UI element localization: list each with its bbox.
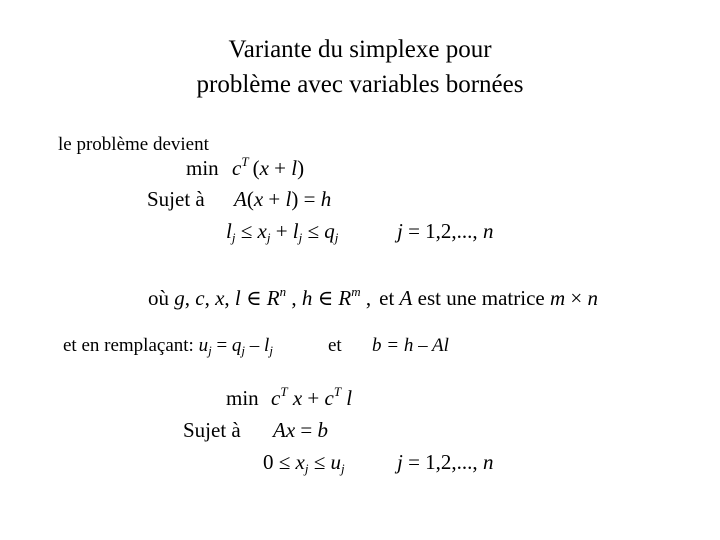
substitution-prefix: et en remplaçant: — [63, 335, 194, 356]
problem2-bound-constraint: $0 \le x_j \le u_j$ — [263, 450, 345, 476]
problem1-equality-constraint: A(x + l) = h — [234, 187, 332, 211]
substitution-line: et en remplaçant: $u_j = q_j - l_j$ — [63, 335, 273, 358]
problem2-min-label: min — [226, 386, 259, 410]
problem2-subject-label: Sujet à — [183, 418, 241, 442]
where-clause: où g, c, x, l ∈ $R^n$ , h ∈ $R^m$ , et A est une matrice m × n — [148, 284, 598, 310]
problem1-objective: $c^T$ (x + l) — [232, 154, 305, 180]
substitution-connector: et — [328, 335, 342, 356]
problem2-equality-constraint: Ax = b — [273, 418, 328, 442]
substitution-b-definition: b = h – Al — [372, 335, 449, 356]
problem1-index-range: j = 1,2,..., n — [397, 219, 494, 243]
problem2-objective: $c^T$ $x + c^T$ l — [271, 384, 353, 410]
page-title-line-1: Variante du simplexe pour — [228, 36, 492, 63]
problem2-index-range: j = 1,2,..., n — [397, 450, 494, 474]
page-title-line-2: problème avec variables bornées — [196, 71, 524, 98]
problem1-bound-constraint: $l_j \le x_j + l_j \le q_j$ — [226, 219, 339, 245]
problem1-min-label: min — [186, 156, 219, 180]
intro-text: le problème devient — [58, 134, 209, 155]
problem1-subject-label: Sujet à — [147, 187, 205, 211]
